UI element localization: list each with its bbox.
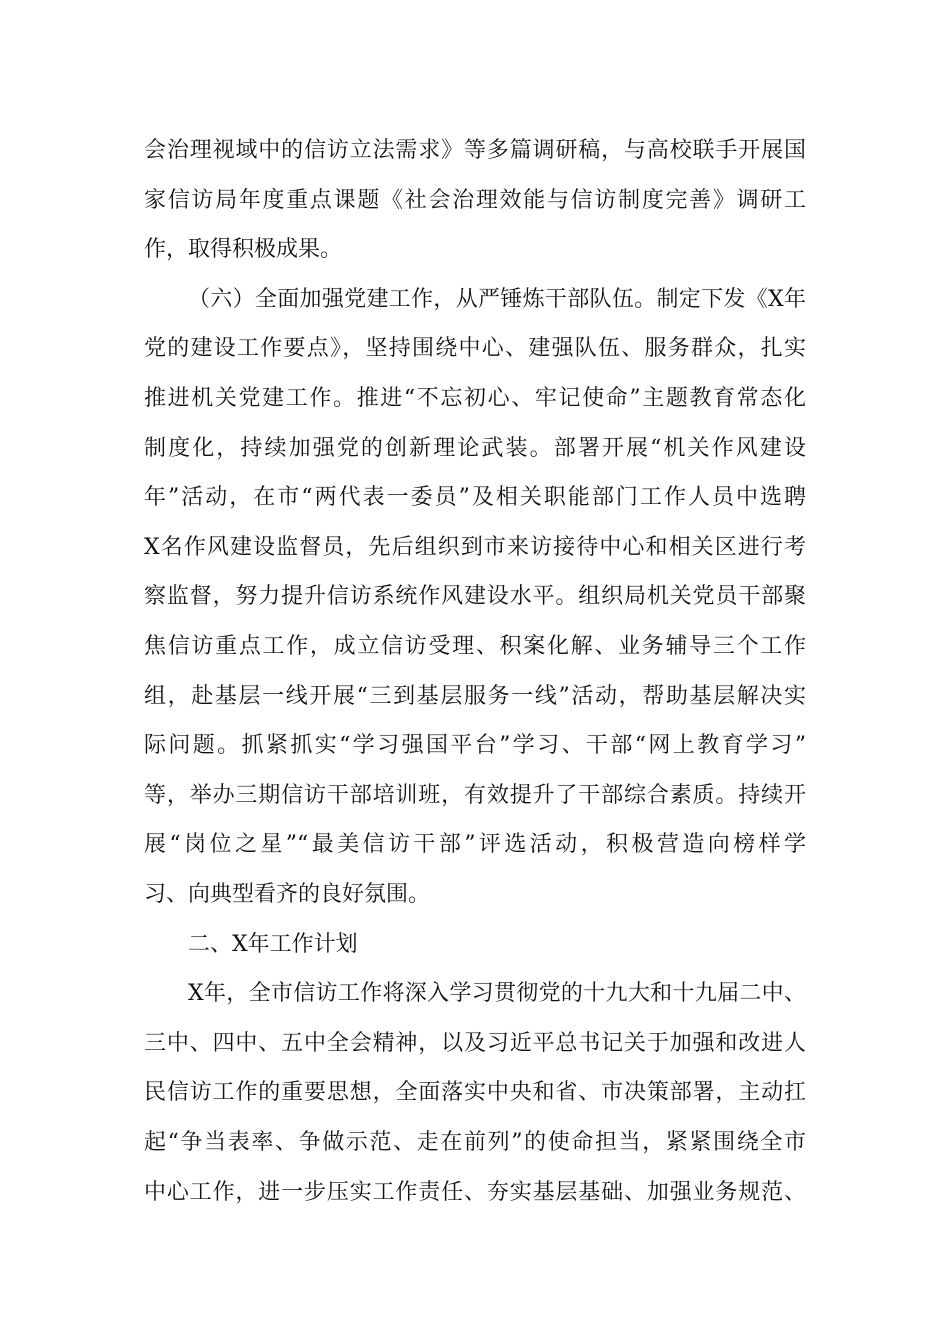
text-line: 察监督，努力提升信访系统作风建设水平。组织局机关党员干部聚 — [144, 584, 806, 610]
text-line: 二、X年工作计划 — [188, 931, 358, 957]
text-line: 推进机关党建工作。推进“不忘初心、牢记使命”主题教育常态化 — [144, 386, 806, 411]
text-line: 党的建设工作要点》，坚持围绕中心、建强队伍、服务群众，扎实 — [144, 336, 806, 362]
text-line: 际问题。抓紧抓实“学习强国平台”学习、干部“网上教育学习” — [144, 733, 806, 759]
text-line: X名作风建设监督员，先后组织到市来访接待中心和相关区进行考 — [144, 534, 806, 560]
text-line: X年，全市信访工作将深入学习贯彻党的十九大和十九届二中、 — [188, 981, 806, 1007]
text-line: 三中、四中、五中全会精神，以及习近平总书记关于加强和改进人 — [144, 1030, 806, 1056]
text-line: 年”活动，在市“两代表一委员”及相关职能部门工作人员中选聘 — [144, 485, 806, 511]
text-line: 制度化，持续加强党的创新理论武装。部署开展“机关作风建设 — [144, 435, 806, 461]
text-line: 展“岗位之星”“最美信访干部”评选活动，积极营造向榜样学 — [144, 832, 806, 858]
text-line: 习、向典型看齐的良好氛围。 — [144, 882, 431, 907]
text-line: 焦信访重点工作，成立信访受理、积案化解、业务辅导三个工作 — [144, 634, 806, 659]
text-line: 起“争当表率、争做示范、走在前列”的使命担当，紧紧围绕全市 — [144, 1130, 806, 1155]
text-line: 家信访局年度重点课题《社会治理效能与信访制度完善》调研工 — [144, 187, 806, 213]
text-line: （六）全面加强党建工作，从严锤炼干部队伍。制定下发《X年 — [188, 286, 806, 312]
text-line: 作，取得积极成果。 — [144, 237, 343, 263]
text-line: 组，赴基层一线开展“三到基层服务一线”活动，帮助基层解决实 — [144, 683, 806, 709]
text-line: 中心工作，进一步压实工作责任、夯实基层基础、加强业务规范、 — [144, 1179, 806, 1205]
text-line: 等，举办三期信访干部培训班，有效提升了干部综合素质。持续开 — [144, 782, 806, 808]
text-line: 民信访工作的重要思想，全面落实中央和省、市决策部署，主动扛 — [144, 1080, 806, 1106]
text-line: 会治理视域中的信访立法需求》等多篇调研稿，与高校联手开展国 — [144, 138, 806, 163]
